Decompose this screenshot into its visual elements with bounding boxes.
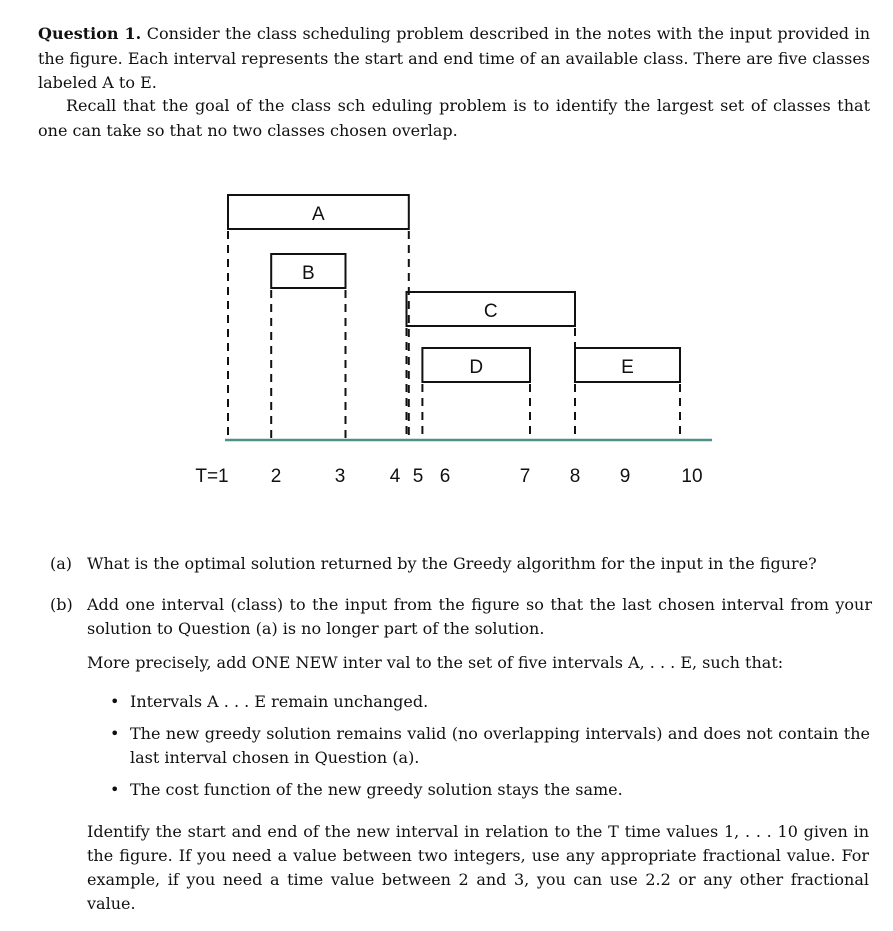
tick-label: 4 [389, 466, 401, 487]
tick-label: 6 [439, 466, 451, 487]
bullet-dot-icon: • [110, 692, 120, 711]
bullet-item [110, 722, 870, 770]
interval-label-c: C [483, 301, 498, 322]
bullet-text: The new greedy solution remains valid (no overlapping intervals) and does not contain the last interval chosen in Question (a). [130, 724, 870, 767]
part-a [50, 552, 872, 576]
tick-label: 8 [569, 466, 581, 487]
interval-label-e: E [621, 357, 634, 378]
tick-label: 10 [681, 466, 703, 487]
tick-label: T=1 [195, 466, 229, 487]
tick-label: 2 [270, 466, 282, 487]
tick-labels [195, 466, 702, 487]
bullet-item [110, 778, 870, 802]
question-heading: Question 1. [38, 24, 142, 43]
part-b-text: Add one interval (class) to the input from the figure so that the last chosen interval from your solution to Question (a) is no longer part of the solution. [87, 595, 872, 638]
part-b [50, 593, 872, 641]
bullet-dot-icon: • [110, 780, 120, 799]
bullet-text: Intervals A . . . E remain unchanged. [130, 692, 429, 711]
tick-label: 7 [519, 466, 531, 487]
interval-dashes [228, 231, 680, 438]
question-intro-text: Consider the class scheduling problem described in the notes with the input provided in the figure. Each interval represents the start and end time of an available class. There are five classes labeled A to E. [38, 24, 870, 92]
tick-label: 3 [334, 466, 346, 487]
tick-label: 5 [412, 466, 424, 487]
interval-label-d: D [469, 357, 484, 378]
part-b-tag: (b) [50, 595, 73, 614]
part-a-tag: (a) [50, 554, 73, 573]
interval-label-a: A [312, 204, 325, 225]
tick-label: 9 [619, 466, 631, 487]
bullet-dot-icon: • [110, 724, 120, 743]
part-b-precise: More precisely, add ONE NEW inter val to the set of five intervals A, . . . E, such that: [87, 653, 784, 672]
question-recall: Recall that the goal of the class sch eduling problem is to identify the largest set of classes that one can take so that no two classes chosen overlap. [38, 96, 870, 140]
interval-boxes [228, 195, 680, 382]
bullet-item [110, 690, 870, 714]
part-b-identify: Identify the start and end of the new interval in relation to the T time values 1, . . . 10 given in the figure. If you need a value between two integers, use any appropriate fractional value. For example, if you need a time value between 2 and 3, you can use 2.2 or any other fractional value. [87, 822, 869, 913]
part-a-text: What is the optimal solution returned by the Greedy algorithm for the input in the figure? [87, 554, 817, 573]
interval-label-b: B [302, 263, 315, 284]
bullet-text: The cost function of the new greedy solution stays the same. [130, 780, 623, 799]
